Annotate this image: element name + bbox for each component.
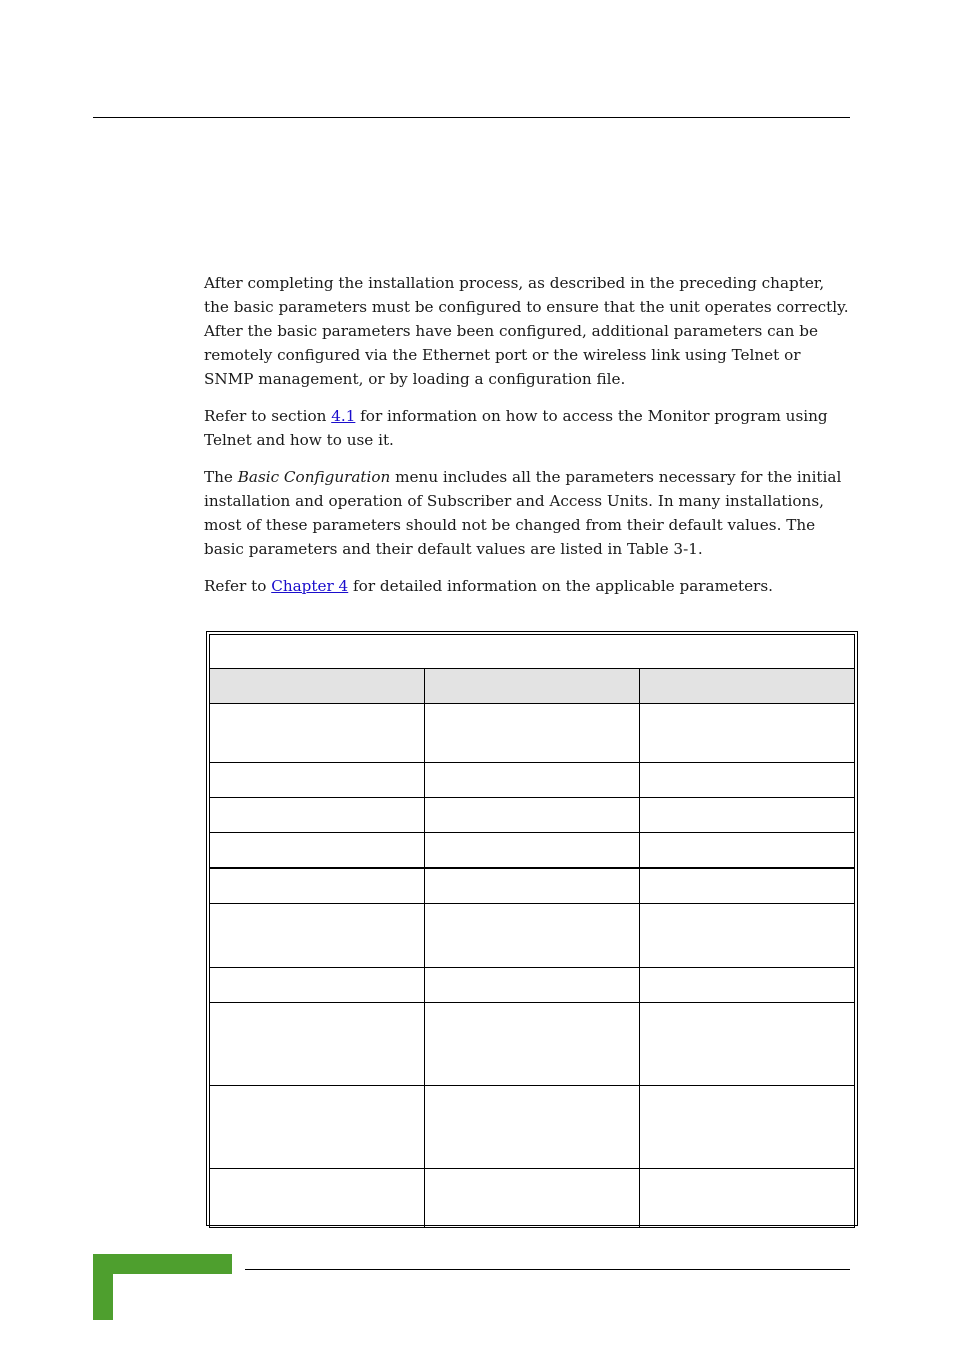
table-cell — [425, 1003, 640, 1086]
footer-accent-corner — [93, 1254, 113, 1320]
table-cell — [210, 1169, 425, 1228]
table-cell — [210, 798, 425, 833]
table-row — [210, 904, 855, 968]
chapter-ref-suffix: for detailed information on the applicable parameters. — [348, 577, 773, 595]
table-cell — [210, 968, 425, 1003]
table-row — [210, 763, 855, 798]
body-text — [204, 271, 852, 611]
table-cell — [640, 833, 855, 869]
table-cell — [425, 868, 640, 904]
section-4-1-link[interactable]: 4.1 — [331, 407, 356, 425]
header-rule — [93, 117, 850, 118]
table-cell — [640, 798, 855, 833]
header-cell — [210, 669, 425, 704]
paragraph-intro: After completing the installation process, as described in the preceding chapter, the basic parameters must be configured to ensure that the unit operates correctly. After the basic parameters have been configured, additional parameters can be remotely configured via the Ethernet port or the wireless link using Telnet or SNMP management, or by loading a configuration file. — [204, 274, 849, 388]
table-row — [210, 868, 855, 904]
basic-config-menu-name: Basic Configuration — [237, 468, 391, 486]
chapter-4-link[interactable]: Chapter 4 — [271, 577, 349, 595]
table-cell — [425, 1086, 640, 1169]
table-row — [210, 1086, 855, 1169]
table-cell — [640, 1169, 855, 1228]
table-cell — [210, 763, 425, 798]
table-cell — [210, 704, 425, 763]
table-row — [210, 968, 855, 1003]
table-cell — [640, 763, 855, 798]
table-cell — [210, 833, 425, 869]
table-cell — [425, 904, 640, 968]
table-row — [210, 833, 855, 869]
table-cell — [210, 868, 425, 904]
table-caption-cell — [210, 635, 855, 669]
table-cell — [425, 1169, 640, 1228]
header-cell — [640, 669, 855, 704]
parameters-table — [206, 631, 858, 1226]
basic-config-suffix: menu includes all the parameters necessary for the initial installation and operation of Subscriber and Access Units. In many installations, most of these parameters should not be changed from their default values. The basic parameters and their default values are listed in Table 3-1. — [204, 468, 842, 558]
table-cell — [640, 968, 855, 1003]
table-cell — [210, 904, 425, 968]
table-cell — [425, 763, 640, 798]
header-cell — [425, 669, 640, 704]
table-cell — [425, 833, 640, 869]
chapter-ref-prefix: Refer to — [204, 577, 272, 595]
section-ref-prefix: Refer to section — [204, 407, 332, 425]
table-cell — [640, 868, 855, 904]
table-caption-row — [210, 635, 855, 669]
table-cell — [425, 798, 640, 833]
table-cell — [640, 704, 855, 763]
basic-config-prefix: The — [204, 468, 238, 486]
paragraph-section-ref — [204, 404, 852, 452]
table-cell — [210, 1003, 425, 1086]
table-row — [210, 704, 855, 763]
section-ref-suffix: for information on how to access the Monitor program using Telnet and how to use it. — [204, 407, 828, 449]
table-cell — [640, 1003, 855, 1086]
table-row — [210, 1003, 855, 1086]
paragraph-basic-config — [204, 465, 852, 561]
table-cell — [425, 704, 640, 763]
footer-accent-bar — [93, 1254, 232, 1274]
table-cell — [640, 904, 855, 968]
table-header-row — [210, 669, 855, 704]
table-row — [210, 1169, 855, 1228]
paragraph-chapter-ref — [204, 574, 852, 598]
table-cell — [640, 1086, 855, 1169]
footer-rule — [245, 1269, 850, 1270]
table-cell — [425, 968, 640, 1003]
table-cell — [210, 1086, 425, 1169]
table-row — [210, 798, 855, 833]
